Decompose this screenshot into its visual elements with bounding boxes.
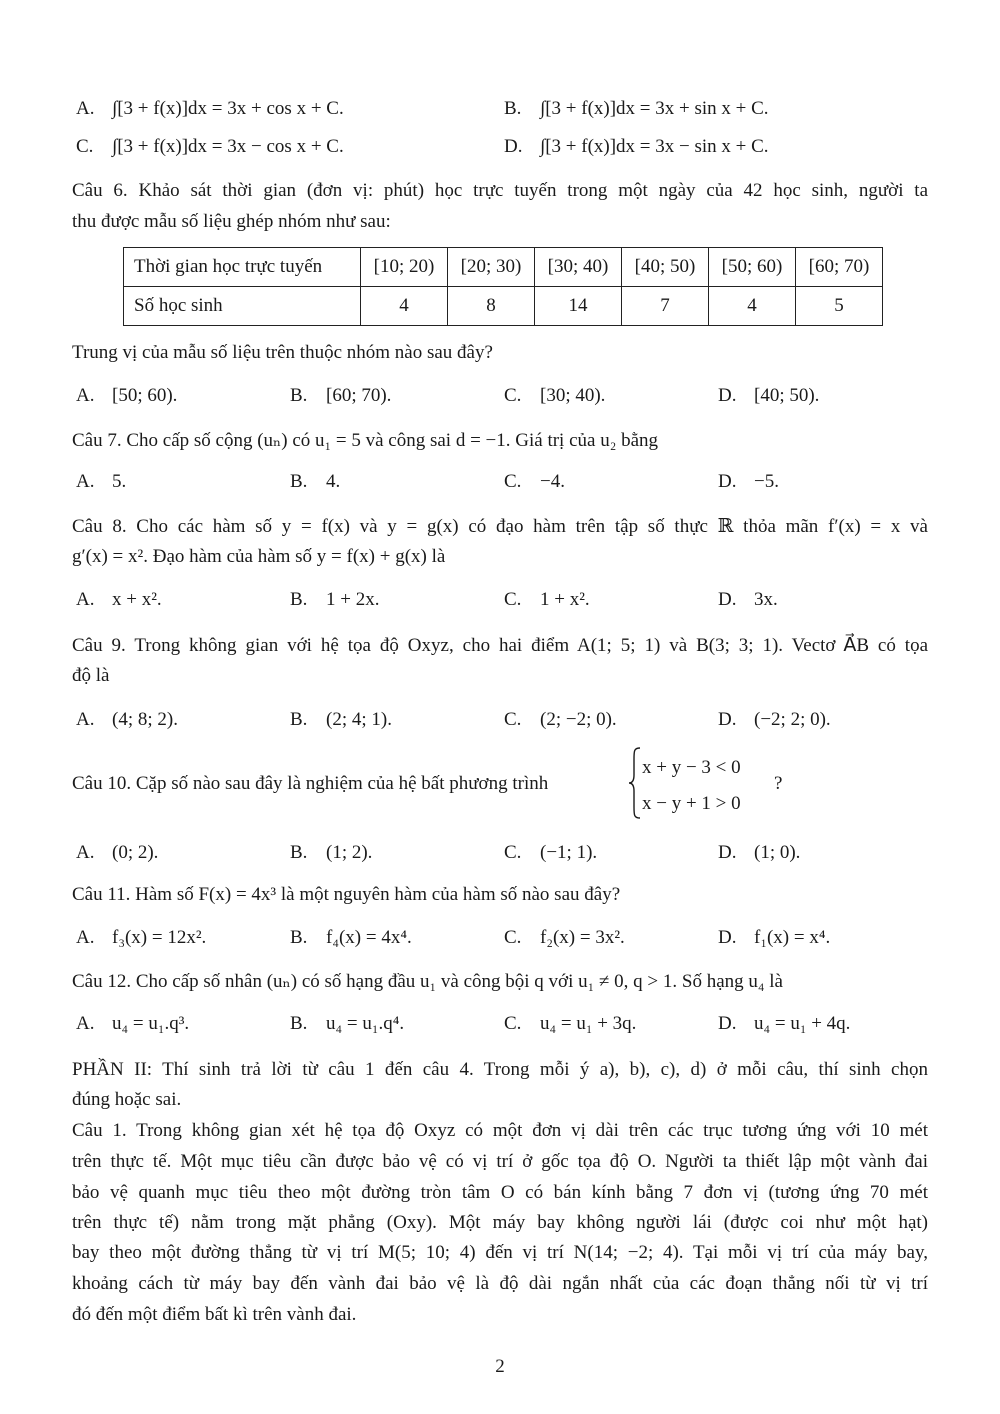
option-key: B. xyxy=(290,709,308,730)
q8-stem-line2: g′(x) = x². Đạo hàm của hàm số y = f(x) + g(x) là xyxy=(72,546,446,567)
option-text: 3x. xyxy=(754,589,778,610)
table-header-time: Thời gian học trực tuyến xyxy=(124,248,361,287)
option-d xyxy=(718,385,819,407)
table-cell-count: 7 xyxy=(622,287,709,326)
option-key: B. xyxy=(290,385,308,406)
option-d xyxy=(718,589,778,611)
option-key: A. xyxy=(76,709,95,730)
table-cell-interval: [40; 50) xyxy=(622,248,709,287)
option-text: x + x². xyxy=(112,589,162,610)
q7-stem: Câu 7. Cho cấp số cộng (uₙ) có u₁ = 5 và công sai d = −1. Giá trị của u₂ bằng xyxy=(72,430,659,451)
option-text: 1 + 2x. xyxy=(326,589,380,610)
option-text: [50; 60). xyxy=(112,385,178,406)
table-cell-count: 5 xyxy=(796,287,883,326)
option-key: C. xyxy=(504,385,522,406)
option-text: −4. xyxy=(540,471,565,492)
option-key: D. xyxy=(718,385,737,406)
option-key: B. xyxy=(290,589,308,610)
page-number: 2 xyxy=(495,1356,505,1377)
option-text: f₁(x) = x⁴. xyxy=(754,927,831,948)
option-key: D. xyxy=(718,927,737,948)
option-key: A. xyxy=(76,471,95,492)
option-a xyxy=(76,927,206,949)
option-d xyxy=(718,471,779,493)
option-a xyxy=(76,589,162,611)
option-d xyxy=(718,842,800,864)
option-text: −5. xyxy=(754,471,779,492)
option-key: A. xyxy=(76,385,95,406)
option-text: (1; 0). xyxy=(754,842,801,863)
option-b xyxy=(290,471,340,493)
option-a xyxy=(76,471,126,493)
option-a xyxy=(76,709,178,731)
table-header-count: Số học sinh xyxy=(124,287,361,326)
option-key: D. xyxy=(718,709,737,730)
option-a xyxy=(76,385,177,407)
p2q1-line: trên thực tế) nằm trong mặt phẳng (Oxy). Một máy bay không người lái (được coi như một hạt) xyxy=(72,1212,928,1233)
table-row xyxy=(124,287,883,326)
option-d xyxy=(718,1013,850,1035)
table-cell-interval: [60; 70) xyxy=(796,248,883,287)
option-key: B. xyxy=(290,471,308,492)
option-key: D. xyxy=(718,589,737,610)
option-text: ∫[3 + f(x)]dx = 3x − cos x + C. xyxy=(112,136,344,157)
option-text: 4. xyxy=(326,471,341,492)
option-key: C. xyxy=(504,1013,522,1034)
q8-stem-line1: Câu 8. Cho các hàm số y = f(x) và y = g(x) có đạo hàm trên tập số thực ℝ thỏa mãn f′(x) = x và xyxy=(72,516,928,537)
option-key: C. xyxy=(504,842,522,863)
p2q1-line: đó đến một điểm bất kì trên vành đai. xyxy=(72,1304,357,1325)
option-text: (−2; 2; 0). xyxy=(754,709,831,730)
option-d xyxy=(718,927,830,949)
option-text: 1 + x². xyxy=(540,589,590,610)
option-text: ∫[3 + f(x)]dx = 3x + sin x + C. xyxy=(540,98,769,119)
option-key: A. xyxy=(76,1013,95,1034)
option-text: 5. xyxy=(112,471,127,492)
option-key: B. xyxy=(290,1013,308,1034)
option-text: f₂(x) = 3x². xyxy=(540,927,625,948)
q6-stem-line1: Câu 6. Khảo sát thời gian (đơn vị: phút) học trực tuyến trong một ngày của 42 học sinh, người ta xyxy=(72,180,928,201)
option-key: D. xyxy=(504,136,523,157)
option-c xyxy=(504,927,625,949)
option-c xyxy=(504,471,565,493)
option-key: D. xyxy=(718,842,737,863)
option-key: D. xyxy=(718,471,737,492)
table-cell-count: 14 xyxy=(535,287,622,326)
part2-heading-line1: PHẦN II: Thí sinh trả lời từ câu 1 đến câu 4. Trong mỗi ý a), b), c), d) ở mỗi câu, thí sinh chọn xyxy=(72,1059,928,1080)
option-d xyxy=(718,709,831,731)
option-c xyxy=(504,589,590,611)
option-c xyxy=(504,385,605,407)
option-key: A. xyxy=(76,98,95,119)
option-key: B. xyxy=(290,927,308,948)
option-key: A. xyxy=(76,589,95,610)
option-text: f₃(x) = 12x². xyxy=(112,927,207,948)
option-b xyxy=(504,98,769,120)
option-key: C. xyxy=(504,589,522,610)
option-b xyxy=(290,927,412,949)
part2-heading-line2: đúng hoặc sai. xyxy=(72,1089,182,1110)
q6-question: Trung vị của mẫu số liệu trên thuộc nhóm nào sau đây? xyxy=(72,342,493,363)
option-b xyxy=(290,589,379,611)
p2q1-line: Câu 1. Trong không gian xét hệ tọa độ Oxyz có một đơn vị dài trên các trục tương ứng với 10 mét xyxy=(72,1120,928,1141)
option-text: (−1; 1). xyxy=(540,842,598,863)
option-text: u₄ = u₁ + 3q. xyxy=(540,1013,637,1034)
table-cell-interval: [50; 60) xyxy=(709,248,796,287)
q6-stem-line2: thu được mẫu số liệu ghép nhóm như sau: xyxy=(72,211,391,232)
table-cell-count: 4 xyxy=(361,287,448,326)
frequency-table xyxy=(123,247,883,326)
option-key: B. xyxy=(504,98,522,119)
option-d xyxy=(504,136,769,158)
option-text: u₄ = u₁.q⁴. xyxy=(326,1013,405,1034)
option-key: A. xyxy=(76,842,95,863)
option-text: [60; 70). xyxy=(326,385,392,406)
p2q1-line: bảo vệ quanh mục tiêu theo một đường tròn tâm O có bán kính bằng 7 đơn vị (tương ứng 70 mét xyxy=(72,1182,928,1203)
option-text: (1; 2). xyxy=(326,842,373,863)
option-c xyxy=(504,709,617,731)
option-b xyxy=(290,385,391,407)
option-key: B. xyxy=(290,842,308,863)
option-b xyxy=(290,842,372,864)
p2q1-line: trên thực tế. Một mục tiêu cần được bảo vệ có vị trí ở gốc tọa độ O. Người ta thiết lập một vành đai xyxy=(72,1151,928,1172)
table-cell-interval: [30; 40) xyxy=(535,248,622,287)
option-key: C. xyxy=(76,136,94,157)
option-a xyxy=(76,1013,189,1035)
option-key: A. xyxy=(76,927,95,948)
option-text: [30; 40). xyxy=(540,385,606,406)
table-cell-count: 8 xyxy=(448,287,535,326)
system-inequality-2: x − y + 1 > 0 xyxy=(642,793,741,814)
q11-stem: Câu 11. Hàm số F(x) = 4x³ là một nguyên hàm của hàm số nào sau đây? xyxy=(72,884,621,905)
option-text: ∫[3 + f(x)]dx = 3x + cos x + C. xyxy=(112,98,344,119)
option-b xyxy=(290,1013,404,1035)
p2q1-line: bay theo một đường thẳng từ vị trí M(5; 10; 4) đến vị trí N(14; −2; 4). Tại mỗi vị trí của máy bay, xyxy=(72,1242,928,1263)
option-key: C. xyxy=(504,927,522,948)
option-text: (2; −2; 0). xyxy=(540,709,617,730)
option-text: (4; 8; 2). xyxy=(112,709,178,730)
option-key: C. xyxy=(504,709,522,730)
option-text: f₄(x) = 4x⁴. xyxy=(326,927,412,948)
option-text: u₄ = u₁.q³. xyxy=(112,1013,190,1034)
option-c xyxy=(504,1013,636,1035)
q9-stem-line2: độ là xyxy=(72,665,110,686)
option-c xyxy=(504,842,597,864)
system-brace xyxy=(628,747,642,819)
table-cell-interval: [20; 30) xyxy=(448,248,535,287)
q10-stem: Câu 10. Cặp số nào sau đây là nghiệm của hệ bất phương trình xyxy=(72,773,549,794)
q9-stem-line1: Câu 9. Trong không gian với hệ tọa độ Oxyz, cho hai điểm A(1; 5; 1) và B(3; 3; 1). Vectơ A⃗B có tọa xyxy=(72,635,928,656)
option-key: C. xyxy=(504,471,522,492)
option-a xyxy=(76,98,344,120)
option-key: D. xyxy=(718,1013,737,1034)
option-text: u₄ = u₁ + 4q. xyxy=(754,1013,851,1034)
table-cell-interval: [10; 20) xyxy=(361,248,448,287)
option-text: (0; 2). xyxy=(112,842,159,863)
question-mark: ? xyxy=(774,773,783,794)
option-text: ∫[3 + f(x)]dx = 3x − sin x + C. xyxy=(540,136,769,157)
p2q1-line: khoảng cách từ máy bay đến vành đai bảo vệ là độ dài ngắn nhất của các đoạn thẳng nối từ vị trí xyxy=(72,1273,928,1294)
option-c xyxy=(76,136,344,158)
system-inequality-1: x + y − 3 < 0 xyxy=(642,757,741,778)
table-cell-count: 4 xyxy=(709,287,796,326)
option-a xyxy=(76,842,158,864)
q12-stem: Câu 12. Cho cấp số nhân (uₙ) có số hạng đầu u₁ và công bội q với u₁ ≠ 0, q > 1. Số hạng u₄ là xyxy=(72,971,783,992)
table-row xyxy=(124,248,883,287)
option-text: (2; 4; 1). xyxy=(326,709,392,730)
option-b xyxy=(290,709,392,731)
option-text: [40; 50). xyxy=(754,385,820,406)
